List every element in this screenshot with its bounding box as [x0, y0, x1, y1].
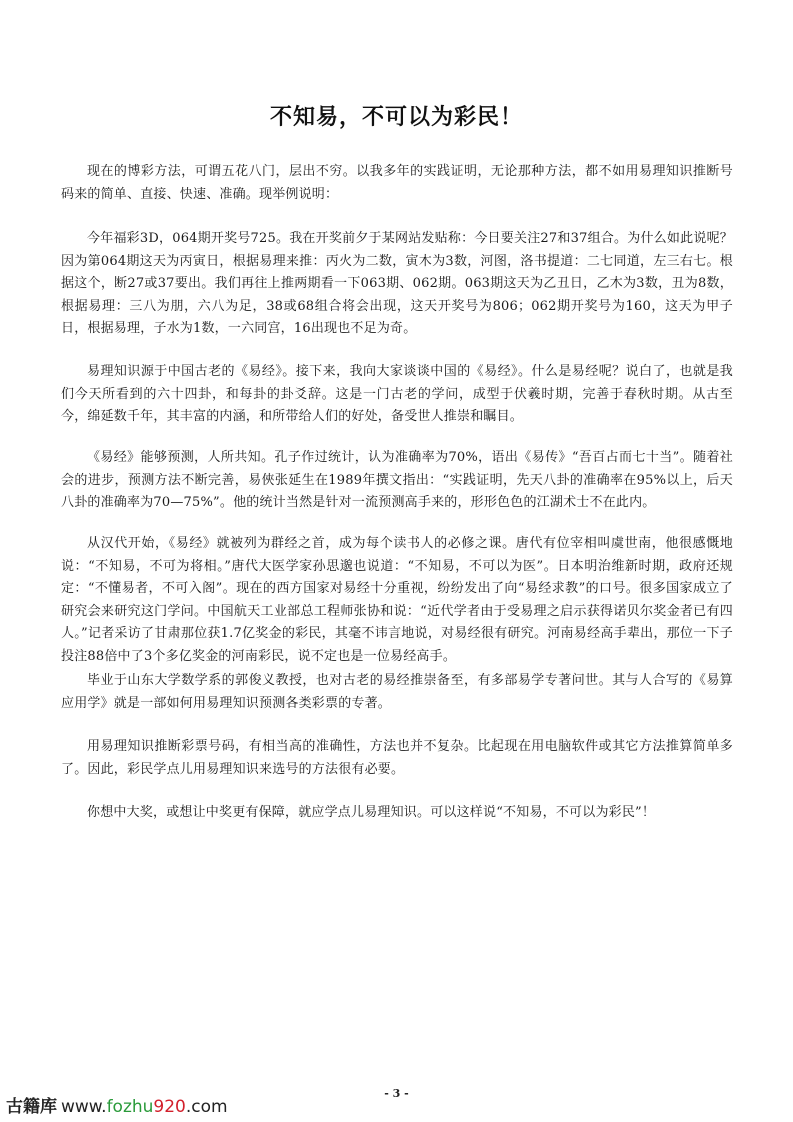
watermark-red-part: 920	[153, 1097, 186, 1117]
paragraph-professor: 毕业于山东大学数学系的郭俊义教授，也对古老的易经推崇备至，有多部易学专著问世。其与人合写的《易算应用学》就是一部如何用易理知识预测各类彩票的专著。	[61, 673, 733, 711]
paragraph-yijing-origin: 易理知识源于中国古老的《易经》。接下来，我向大家谈谈中国的《易经》。什么是易经呢？说白了，也就是我们今天所看到的六十四卦，和每卦的卦爻辞。这是一门古老的学问，成型于伏羲时期，完善于春秋时期。从古至今，绵延数千年，其丰富的内涵，和所带给人们的好处，备受世人推崇和瞩目。	[61, 364, 733, 424]
page-number: - 3 -	[384, 1087, 409, 1100]
paragraph-intro: 现在的博彩方法，可谓五花八门，层出不穷。以我多年的实践证明，无论那种方法，都不如用易理知识推断号码来的简单、直接、快速、准确。现举例说明：	[61, 164, 733, 202]
paragraph-conclusion: 你想中大奖，或想让中奖更有保障，就应学点儿易理知识。可以这样说“不知易，不可以为彩民”！	[87, 805, 656, 820]
watermark-suffix: .com	[185, 1097, 228, 1117]
watermark-green-part: fozhu	[106, 1097, 154, 1117]
page-title: 不知易，不可以为彩民！	[269, 105, 523, 130]
watermark-site-name: 古籍库	[6, 1097, 57, 1117]
site-watermark	[6, 1092, 228, 1117]
watermark-prefix: www.	[61, 1097, 107, 1117]
paragraph-history: 从汉代开始，《易经》就被列为群经之首，成为每个读书人的必修之课。唐代有位宰相叫虞世南，他很感慨地说：“不知易，不可为将相。”唐代大医学家孙思邈也说道：“不知易，不可以为医”。日本明治维新时期，政府还规定：“不懂易者，不可入阁”。现在的西方国家对易经十分重视，纷纷发出了向“易经求教”的口号。很多国家成立了研究会来研究这门学问。中国航天工业部总工程师张协和说：“近代学者由于受易理之启示获得诺贝尔奖金者已有四人。”记者采访了甘肃那位获1.7亿奖金的彩民，其毫不讳言地说，对易经很有研究。河南易经高手辈出，那位一下子投注88倍中了3个多亿奖金的河南彩民，说不定也是一位易经高手。	[61, 536, 733, 664]
paragraph-prediction-accuracy: 《易经》能够预测，人所共知。孔子作过统计，认为准确率为70%，语出《易传》“吾百占而七十当”。随着社会的进步，预测方法不断完善，易俠张延生在1989年撰文指出：“实践证明，先天八卦的准确率在95%以上，后天八卦的准确率为70—75%”。他的统计当然是针对一流预测高手来的，形形色色的江湖术士不在此内。	[61, 450, 733, 510]
paragraph-lottery-example: 今年福彩3D，064期开奖号725。我在开奖前夕于某网站发贴称：今日要关注27和37组合。为什么如此说呢？因为第064期这天为丙寅日，根据易理来推：丙火为二数，寅木为3数，河图，洛书提道：二七同道，左三右七。根据这个，断27或37要出。我们再往上推两期看一下063期、062期。063期这天为乙丑日，乙木为3数，丑为8数，根据易理：三八为朋，六八为足，38或68组合将会出现，这天开奖号为806；062期开奖号为160，这天为甲子日，根据易理，子水为1数，一六同宫，16出现也不足为奇。	[61, 231, 733, 336]
paragraph-method: 用易理知识推断彩票号码，有相当高的准确性，方法也并不复杂。比起现在用电脑软件或其它方法推算简单多了。因此，彩民学点儿用易理知识来选号的方法很有必要。	[61, 739, 733, 777]
